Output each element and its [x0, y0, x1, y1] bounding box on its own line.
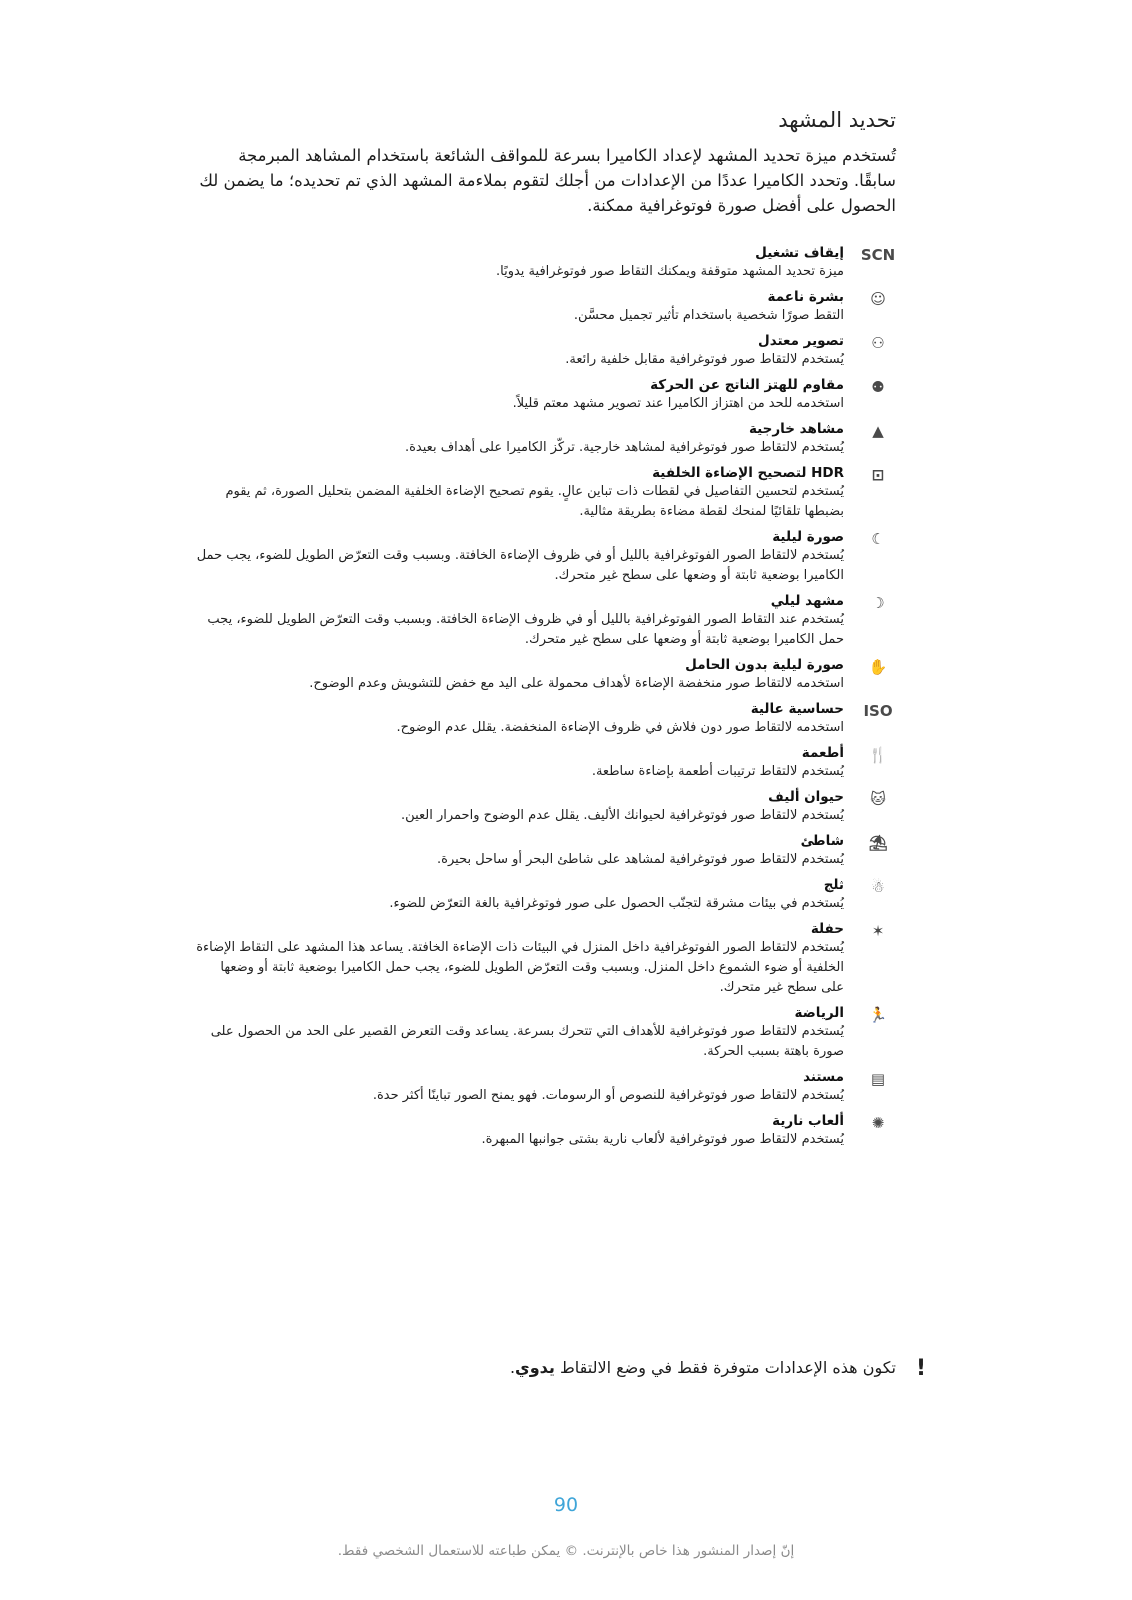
night-portrait-icon: ☾	[871, 530, 885, 548]
mode-description: استخدمه لالتقاط صور دون فلاش في ظروف الإضاءة المنخفضة. يقلل عدم الوضوح.	[396, 720, 844, 735]
scn-icon: SCN	[860, 246, 896, 264]
mode-name: مشهد ليلي	[770, 593, 844, 609]
pet-icon: 🐱	[870, 790, 886, 808]
mode-description: يُستخدم لالتقاط صور فوتوغرافية لحيوانك الأليف. يقلل عدم الوضوح واحمرار العين.	[401, 808, 844, 823]
mode-description: يُستخدم لالتقاط ترتيبات أطعمة بإضاءة ساطعة.	[591, 764, 844, 779]
anti-motion-blur-icon: ⚉	[871, 378, 885, 396]
intro-paragraph: تُستخدم ميزة تحديد المشهد لإعداد الكاميرا بسرعة للمواقف الشائعة باستخدام المشاهد المبرمجة سابقًا. وتحدد الكاميرا عددًا من الإعدادات من أجلك لتقوم بملاءمة المشهد الذي تم تحديده؛ ما يضمن لك الحصول على أفضل صورة فوتوغرافية ممكنة.	[199, 146, 896, 215]
scene-mode-list	[196, 244, 896, 1156]
mode-name: ألعاب نارية	[772, 1113, 844, 1129]
landscape-icon: ▲	[872, 422, 884, 440]
list-item	[196, 592, 896, 650]
page-number: 90	[553, 1494, 579, 1516]
list-item	[196, 920, 896, 998]
mode-name: مقاوم للهتز الناتج عن الحركة	[650, 377, 844, 393]
mode-name: مشاهد خارجية	[748, 421, 844, 437]
list-item	[196, 1068, 896, 1106]
list-item	[196, 464, 896, 522]
fireworks-icon: ✺	[871, 1114, 885, 1132]
portrait-icon: ⚇	[871, 334, 885, 352]
mode-name: صورة ليلية بدون الحامل	[685, 657, 844, 673]
mode-description: يُستخدم عند التقاط الصور الفوتوغرافية بالليل أو في ظروف الإضاءة الخافتة. وبسبب وقت التعرّض الطويل للضوء، يجب حمل الكاميرا بوضعية ثابتة أو وضعها على سطح غير متحرك.	[207, 612, 844, 647]
soft-skin-icon: ☺	[870, 290, 886, 308]
list-item	[196, 376, 896, 414]
snow-icon: ☃	[871, 878, 885, 896]
mode-name: HDR لتصحيح الإضاءة الخلفية	[652, 465, 844, 481]
mode-name: صورة ليلية	[772, 529, 844, 545]
list-item	[196, 244, 896, 282]
list-item	[196, 420, 896, 458]
list-item	[196, 1004, 896, 1062]
note	[196, 1356, 926, 1381]
list-item	[196, 528, 896, 586]
mode-name: حيوان أليف	[768, 789, 844, 805]
iso-icon: ISO	[863, 702, 893, 720]
list-item	[196, 832, 896, 870]
mode-name: إيقاف تشغيل	[755, 245, 844, 261]
mode-name: حساسية عالية	[750, 701, 844, 717]
sports-icon: 🏃	[868, 1006, 888, 1024]
mode-description: يُستخدم في بيئات مشرقة لتجنّب الحصول على صور فوتوغرافية بالغة التعرّض للضوء.	[389, 896, 844, 911]
hdr-backlight-icon: ⊡	[871, 466, 885, 484]
mode-description: يُستخدم لالتقاط صور فوتوغرافية لمشاهد على شاطئ البحر أو ساحل بحيرة.	[437, 852, 844, 867]
list-item	[196, 332, 896, 370]
page-title: تحديد المشهد	[778, 108, 896, 132]
mode-description: يُستخدم لالتقاط الصور الفوتوغرافية داخل المنزل في البيئات ذات الإضاءة الخافتة. يساعد هذا المشهد على التقاط الإضاءة الخلفية أو ضوء الشموع داخل المنزل. وبسبب وقت التعرّض الطويل للضوء، يجب حمل الكاميرا بوضعية ثابتة أو وضعها على سطح غير متحرك.	[196, 940, 844, 995]
mode-description: ميزة تحديد المشهد متوقفة ويمكنك التقاط صور فوتوغرافية يدويًا.	[495, 264, 844, 279]
mode-name: حفلة	[810, 921, 844, 937]
mode-name: الرياضة	[794, 1005, 844, 1021]
mode-name: شاطئ	[800, 833, 844, 849]
mode-name: ثلج	[823, 877, 844, 893]
night-scene-icon: ☽	[871, 594, 885, 612]
mode-description: استخدمه لالتقاط صور منخفضة الإضاءة لأهداف محمولة على اليد مع خفض للتشويش وعدم الوضوح.	[309, 676, 844, 691]
list-item	[196, 656, 896, 694]
list-item	[196, 744, 896, 782]
list-item	[196, 788, 896, 826]
mode-description: يُستخدم لالتقاط صور فوتوغرافية لمشاهد خارجية. تركّز الكاميرا على أهداف بعيدة.	[404, 440, 844, 455]
mode-name: أطعمة	[801, 745, 844, 761]
list-item	[196, 288, 896, 326]
mode-description: يُستخدم لالتقاط صور فوتوغرافية لألعاب نارية بشتى جوانبها المبهرة.	[481, 1132, 844, 1147]
mode-description: استخدمه للحد من اهتزاز الكاميرا عند تصوير مشهد معتم قليلاً.	[512, 396, 844, 411]
list-item	[196, 876, 896, 914]
beach-icon: ⛱	[868, 834, 888, 852]
mode-name: بشرة ناعمة	[767, 289, 844, 305]
note-text: تكون هذه الإعدادات متوفرة فقط في وضع الالتقاط يدوي.	[509, 1358, 896, 1377]
list-item	[196, 1112, 896, 1150]
footer-text: إنّ إصدار المنشور هذا خاص بالإنترنت. © يمكن طباعته للاستعمال الشخصي فقط.	[337, 1543, 795, 1559]
list-item	[196, 700, 896, 738]
mode-description: يُستخدم لالتقاط صور فوتوغرافية مقابل خلفية رائعة.	[565, 352, 844, 367]
mode-name: مستند	[803, 1069, 844, 1085]
mode-description: التقط صورًا شخصية باستخدام تأثير تجميل محسَّن.	[573, 308, 844, 323]
exclamation-icon: !	[915, 1356, 926, 1381]
food-icon: 🍴	[868, 746, 888, 764]
document-icon: ▤	[870, 1070, 886, 1088]
mode-description: يُستخدم لالتقاط الصور الفوتوغرافية بالليل أو في ظروف الإضاءة الخافتة. وبسبب وقت التعرّض الطويل للضوء، يجب حمل الكاميرا بوضعية ثابتة أو وضعها على سطح غير متحرك.	[196, 548, 844, 583]
mode-description: يُستخدم لالتقاط صور فوتوغرافية للأهداف التي تتحرك بسرعة. يساعد وقت التعرض القصير على الحد من الحصول على صورة باهتة بسبب الحركة.	[210, 1024, 844, 1059]
mode-description: يُستخدم لتحسين التفاصيل في لقطات ذات تباين عالٍ. يقوم تصحيح الإضاءة الخلفية المضمن بتحليل الصورة، ثم يقوم بضبطها تلقائيًا لمنحك لقطة مضاءة بطريقة مثالية.	[225, 484, 844, 519]
handheld-twilight-icon: ✋	[868, 658, 888, 676]
mode-name: تصوير معتدل	[757, 333, 844, 349]
mode-description: يُستخدم لالتقاط صور فوتوغرافية للنصوص أو الرسومات. فهو يمنح الصور تباينًا أكثر حدة.	[372, 1088, 844, 1103]
party-icon: ✶	[871, 922, 885, 940]
